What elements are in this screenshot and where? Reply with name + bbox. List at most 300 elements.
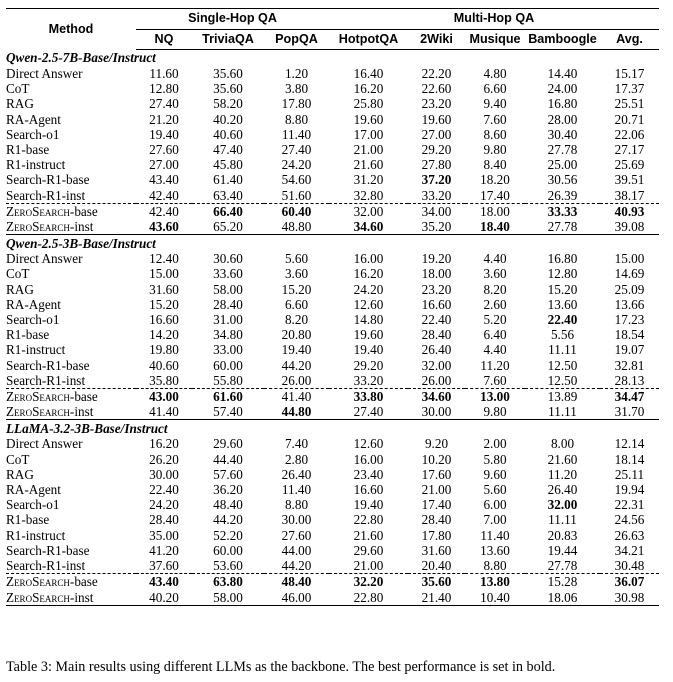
method-column-header: Method: [6, 9, 136, 50]
value-cell: 21.40: [408, 590, 465, 606]
value-cell: 47.40: [213, 142, 243, 158]
value-cell: 8.00: [550, 436, 575, 452]
method-cell: RAG: [6, 281, 34, 297]
single-hop-header: Single-Hop QA: [136, 9, 329, 30]
value-cell: 32.00: [547, 497, 578, 513]
value-cell: 31.60: [421, 542, 452, 558]
value-cell: 25.11: [614, 466, 645, 482]
value-cell: 32.81: [614, 357, 645, 373]
section-header-row: [6, 50, 659, 67]
value-cell: 48.40: [264, 574, 329, 590]
value-cell: 12.80: [149, 81, 179, 97]
value-cell: 18.00: [421, 266, 452, 282]
value-cell: 43.00: [136, 389, 192, 405]
value-cell: 58.00: [192, 590, 264, 606]
method-cell: RA-Agent: [6, 482, 61, 498]
value-cell: 11.40: [281, 482, 312, 498]
column-header-bamboogle: Bamboogle: [525, 30, 600, 50]
value-cell: 15.17: [614, 66, 645, 81]
method-name-part: earch: [39, 203, 70, 219]
value-cell: 26.20: [149, 451, 179, 467]
table-row: [6, 373, 659, 389]
value-cell: 16.00: [353, 251, 384, 267]
table-row: [6, 96, 659, 111]
value-cell: 33.20: [353, 372, 384, 388]
value-cell: 14.40: [547, 66, 578, 81]
value-cell: 17.40: [480, 187, 510, 203]
results-body: [6, 50, 659, 606]
value-cell: 28.40: [421, 512, 452, 528]
value-cell: 6.60: [483, 81, 507, 97]
value-cell: 26.40: [281, 466, 312, 482]
value-cell: 21.00: [353, 558, 384, 574]
method-name-part: -inst: [69, 219, 94, 235]
value-cell: 27.17: [614, 142, 645, 158]
value-cell: 19.80: [149, 342, 179, 358]
method-cell: Direct Answer: [6, 251, 83, 267]
value-cell: 30.00: [281, 512, 312, 528]
method-cell: R1-base: [6, 327, 50, 343]
value-cell: 25.69: [614, 157, 645, 173]
value-cell: 4.40: [483, 251, 507, 267]
value-cell: 41.40: [136, 404, 192, 420]
value-cell: 16.60: [353, 482, 384, 498]
value-cell: 8.20: [483, 281, 507, 297]
value-cell: 60.00: [213, 357, 243, 373]
value-cell: 30.40: [547, 126, 578, 142]
value-cell: 17.80: [421, 527, 452, 543]
value-cell: 20.80: [281, 327, 312, 343]
table-row: [6, 558, 659, 574]
value-cell: 18.06: [525, 590, 600, 606]
value-cell: 5.20: [483, 312, 507, 328]
value-cell: 23.40: [353, 466, 384, 482]
value-cell: 63.40: [213, 187, 243, 203]
value-cell: 19.94: [614, 482, 645, 498]
table-row: [6, 112, 659, 127]
value-cell: 16.80: [547, 96, 578, 112]
value-cell: 3.80: [284, 81, 309, 97]
value-cell: 33.60: [213, 266, 243, 282]
table-row: [6, 157, 659, 172]
value-cell: 27.78: [525, 219, 600, 235]
value-cell: 22.40: [547, 312, 578, 328]
value-cell: 43.40: [136, 574, 192, 590]
value-cell: 16.40: [353, 66, 384, 81]
value-cell: 7.00: [483, 512, 507, 528]
method-name-part: earch: [39, 389, 70, 405]
method-name-part: Z: [6, 389, 15, 405]
value-cell: 33.80: [329, 389, 408, 405]
header-group-row: [6, 9, 659, 30]
value-cell: 29.60: [213, 436, 243, 452]
value-cell: 10.20: [421, 451, 452, 467]
value-cell: 26.39: [547, 187, 578, 203]
value-cell: 25.09: [614, 281, 645, 297]
table-row: [6, 358, 659, 373]
table-row: [6, 528, 659, 543]
value-cell: 39.08: [600, 219, 659, 235]
value-cell: 15.28: [525, 574, 600, 590]
value-cell: 38.17: [614, 187, 645, 203]
value-cell: 25.80: [353, 96, 384, 112]
value-cell: 48.40: [213, 497, 243, 513]
table-row: [6, 127, 659, 142]
value-cell: 61.40: [213, 172, 243, 188]
value-cell: 19.40: [149, 126, 179, 142]
value-cell: 29.20: [421, 142, 452, 158]
value-cell: 15.20: [547, 281, 578, 297]
method-name-part: S: [32, 203, 40, 219]
method-cell: R1-base: [6, 142, 50, 158]
value-cell: 17.00: [353, 126, 384, 142]
value-cell: 40.20: [136, 590, 192, 606]
value-cell: 2.80: [284, 451, 309, 467]
value-cell: 21.00: [421, 482, 452, 498]
value-cell: 15.20: [281, 281, 312, 297]
value-cell: 34.00: [408, 203, 465, 219]
value-cell: 33.20: [421, 187, 452, 203]
table-row: [6, 188, 659, 204]
value-cell: 9.20: [424, 436, 449, 452]
section-title: Qwen-2.5-7B-Base/Instruct: [6, 50, 156, 66]
method-name-part: ero: [14, 219, 33, 235]
value-cell: 51.60: [281, 187, 312, 203]
value-cell: 26.40: [421, 342, 452, 358]
value-cell: 27.78: [547, 142, 578, 158]
value-cell: 10.40: [465, 590, 525, 606]
value-cell: 19.60: [353, 327, 384, 343]
value-cell: 44.00: [281, 542, 312, 558]
table-row: [6, 452, 659, 467]
method-name-part: -base: [69, 389, 98, 405]
value-cell: 35.20: [408, 219, 465, 235]
value-cell: 34.47: [600, 389, 659, 405]
method-cell: RAG: [6, 96, 34, 112]
method-name-part: Z: [6, 404, 15, 420]
value-cell: 21.60: [547, 451, 578, 467]
value-cell: 8.40: [483, 157, 507, 173]
value-cell: 9.60: [483, 466, 507, 482]
value-cell: 22.40: [149, 482, 179, 498]
value-cell: 11.40: [281, 126, 312, 142]
value-cell: 33.33: [525, 203, 600, 219]
value-cell: 8.20: [284, 312, 309, 328]
value-cell: 23.20: [421, 281, 452, 297]
value-cell: 25.51: [614, 96, 645, 112]
value-cell: 28.40: [421, 327, 452, 343]
value-cell: 28.40: [213, 296, 243, 312]
value-cell: 18.20: [480, 172, 510, 188]
value-cell: 6.40: [483, 327, 507, 343]
value-cell: 15.20: [149, 296, 179, 312]
method-cell: [6, 590, 136, 606]
value-cell: 27.80: [421, 157, 452, 173]
value-cell: 37.60: [149, 558, 179, 574]
value-cell: 66.40: [192, 203, 264, 219]
value-cell: 34.80: [213, 327, 243, 343]
value-cell: 35.60: [213, 81, 243, 97]
table-row: [6, 142, 659, 157]
value-cell: 3.60: [483, 266, 507, 282]
value-cell: 9.80: [483, 142, 507, 158]
value-cell: 7.60: [483, 111, 507, 127]
method-cell: Search-o1: [6, 126, 60, 142]
value-cell: 20.71: [614, 111, 645, 127]
value-cell: 36.07: [600, 574, 659, 590]
method-name-part: Z: [6, 574, 15, 590]
method-name-part: S: [32, 389, 40, 405]
value-cell: 12.14: [614, 436, 645, 452]
value-cell: 30.98: [600, 590, 659, 606]
column-header-musique: Musique: [465, 30, 525, 50]
value-cell: 21.60: [353, 527, 384, 543]
value-cell: 16.60: [421, 296, 452, 312]
value-cell: 23.20: [421, 96, 452, 112]
results-table: [6, 8, 659, 606]
value-cell: 52.20: [213, 527, 243, 543]
method-name-part: ero: [14, 574, 33, 590]
method-cell: RA-Agent: [6, 296, 61, 312]
value-cell: 14.69: [614, 266, 645, 282]
value-cell: 2.00: [483, 436, 507, 452]
table-row: [6, 251, 659, 266]
value-cell: 6.60: [284, 296, 309, 312]
value-cell: 12.40: [149, 251, 179, 267]
method-cell: Search-R1-inst: [6, 372, 86, 388]
method-cell: CoT: [6, 81, 30, 97]
value-cell: 12.80: [547, 266, 578, 282]
value-cell: 21.00: [353, 142, 384, 158]
value-cell: 19.40: [281, 342, 312, 358]
value-cell: 28.40: [149, 512, 179, 528]
table-row: [6, 574, 659, 590]
value-cell: 24.00: [547, 81, 578, 97]
method-cell: CoT: [6, 451, 30, 467]
value-cell: 22.31: [614, 497, 645, 513]
value-cell: 32.00: [329, 203, 408, 219]
value-cell: 22.80: [353, 512, 384, 528]
value-cell: 22.06: [614, 126, 645, 142]
value-cell: 27.40: [149, 96, 179, 112]
value-cell: 35.80: [149, 372, 179, 388]
value-cell: 24.20: [149, 497, 179, 513]
value-cell: 34.60: [329, 219, 408, 235]
value-cell: 26.00: [421, 372, 452, 388]
value-cell: 16.20: [353, 266, 384, 282]
value-cell: 16.00: [353, 451, 384, 467]
value-cell: 11.40: [480, 527, 510, 543]
value-cell: 39.51: [614, 172, 645, 188]
value-cell: 4.80: [483, 66, 507, 81]
value-cell: 8.60: [483, 126, 507, 142]
value-cell: 60.40: [264, 203, 329, 219]
table-row: [6, 404, 659, 420]
value-cell: 21.60: [353, 157, 384, 173]
method-name-part: ero: [14, 404, 33, 420]
value-cell: 5.80: [483, 451, 507, 467]
table-row: [6, 497, 659, 512]
method-name-part: earch: [39, 589, 70, 605]
value-cell: 44.20: [281, 558, 312, 574]
method-name-part: ero: [14, 389, 33, 405]
value-cell: 30.00: [149, 466, 179, 482]
value-cell: 24.56: [614, 512, 645, 528]
value-cell: 12.50: [547, 372, 578, 388]
value-cell: 44.20: [213, 512, 243, 528]
table-row: [6, 327, 659, 342]
value-cell: 37.20: [421, 172, 452, 188]
value-cell: 40.20: [213, 111, 243, 127]
method-name-part: S: [32, 574, 40, 590]
value-cell: 29.20: [353, 357, 384, 373]
value-cell: 63.80: [192, 574, 264, 590]
value-cell: 32.00: [421, 357, 452, 373]
value-cell: 9.40: [483, 96, 507, 112]
value-cell: 41.20: [149, 542, 179, 558]
value-cell: 55.80: [213, 372, 243, 388]
value-cell: 58.20: [213, 96, 243, 112]
method-cell: R1-base: [6, 512, 50, 528]
value-cell: 8.80: [483, 558, 507, 574]
value-cell: 18.00: [465, 203, 525, 219]
value-cell: 41.40: [264, 389, 329, 405]
column-header-avg: Avg.: [600, 30, 659, 50]
value-cell: 17.60: [421, 466, 452, 482]
method-name-part: -base: [69, 574, 98, 590]
value-cell: 13.66: [614, 296, 645, 312]
table-row: [6, 467, 659, 482]
method-cell: RA-Agent: [6, 111, 61, 127]
section-header-row: [6, 420, 659, 437]
method-name-part: S: [32, 219, 40, 235]
value-cell: 43.60: [136, 219, 192, 235]
table-row: [6, 436, 659, 451]
method-name-part: Z: [6, 219, 15, 235]
value-cell: 13.00: [465, 389, 525, 405]
method-name-part: earch: [39, 219, 70, 235]
value-cell: 14.80: [353, 312, 384, 328]
method-cell: Search-R1-base: [6, 172, 90, 188]
value-cell: 42.40: [136, 203, 192, 219]
value-cell: 13.60: [480, 542, 510, 558]
value-cell: 48.80: [264, 219, 329, 235]
value-cell: 12.60: [353, 296, 384, 312]
value-cell: 32.80: [353, 187, 384, 203]
value-cell: 30.48: [614, 558, 645, 574]
value-cell: 13.80: [465, 574, 525, 590]
value-cell: 34.21: [614, 542, 645, 558]
value-cell: 11.11: [548, 342, 577, 358]
method-cell: R1-instruct: [6, 342, 66, 358]
value-cell: 40.93: [600, 203, 659, 219]
value-cell: 17.80: [281, 96, 312, 112]
value-cell: 27.78: [547, 558, 578, 574]
value-cell: 11.20: [480, 357, 510, 373]
value-cell: 22.80: [329, 590, 408, 606]
value-cell: 40.60: [213, 126, 243, 142]
value-cell: 5.60: [483, 482, 507, 498]
value-cell: 19.44: [547, 542, 578, 558]
value-cell: 7.40: [284, 436, 309, 452]
value-cell: 4.40: [483, 342, 507, 358]
value-cell: 29.60: [353, 542, 384, 558]
method-name-part: S: [32, 589, 40, 605]
value-cell: 35.00: [149, 527, 179, 543]
value-cell: 42.40: [149, 187, 179, 203]
value-cell: 7.60: [483, 372, 507, 388]
value-cell: 40.60: [149, 357, 179, 373]
method-cell: [6, 203, 136, 219]
value-cell: 14.20: [149, 327, 179, 343]
value-cell: 5.56: [550, 327, 575, 343]
value-cell: 31.20: [353, 172, 384, 188]
value-cell: 22.40: [421, 312, 452, 328]
value-cell: 20.83: [547, 527, 578, 543]
value-cell: 35.60: [408, 574, 465, 590]
table-row: [6, 342, 659, 357]
value-cell: 17.40: [421, 497, 452, 513]
multi-hop-header: Multi-Hop QA: [329, 9, 659, 30]
value-cell: 33.00: [213, 342, 243, 358]
table-row: [6, 282, 659, 297]
method-cell: Search-o1: [6, 312, 60, 328]
value-cell: 27.40: [329, 404, 408, 420]
value-cell: 15.00: [614, 251, 645, 267]
value-cell: 27.60: [281, 527, 312, 543]
column-header-nq: NQ: [136, 30, 192, 50]
method-name-part: ero: [14, 589, 33, 605]
value-cell: 6.00: [483, 497, 507, 513]
table-row: [6, 219, 659, 235]
value-cell: 44.40: [213, 451, 243, 467]
column-header-triviaqa: TriviaQA: [192, 30, 264, 50]
column-header-hotpotqa: HotpotQA: [329, 30, 408, 50]
value-cell: 36.20: [213, 482, 243, 498]
column-header-2wiki: 2Wiki: [408, 30, 465, 50]
value-cell: 26.00: [281, 372, 312, 388]
method-name-part: Z: [6, 589, 15, 605]
table-row: [6, 81, 659, 96]
table-row: [6, 172, 659, 187]
method-cell: Search-R1-inst: [6, 187, 86, 203]
value-cell: 30.00: [408, 404, 465, 420]
table-row: [6, 266, 659, 281]
value-cell: 35.60: [213, 66, 243, 81]
value-cell: 43.40: [149, 172, 179, 188]
table-row: [6, 543, 659, 558]
value-cell: 28.13: [614, 372, 645, 388]
value-cell: 27.60: [149, 142, 179, 158]
table-row: [6, 512, 659, 527]
value-cell: 13.60: [547, 296, 578, 312]
value-cell: 17.37: [614, 81, 645, 97]
value-cell: 27.00: [149, 157, 179, 173]
table-row: [6, 482, 659, 497]
value-cell: 18.40: [465, 219, 525, 235]
method-name-part: Z: [6, 203, 15, 219]
method-cell: [6, 574, 136, 590]
table-row: [6, 312, 659, 327]
value-cell: 53.60: [213, 558, 243, 574]
value-cell: 19.40: [353, 497, 384, 513]
table-row: [6, 203, 659, 219]
method-cell: [6, 389, 136, 405]
section-title: LLaMA-3.2-3B-Base/Instruct: [6, 420, 168, 436]
value-cell: 11.60: [149, 66, 179, 81]
value-cell: 61.60: [192, 389, 264, 405]
method-cell: Direct Answer: [6, 436, 83, 452]
